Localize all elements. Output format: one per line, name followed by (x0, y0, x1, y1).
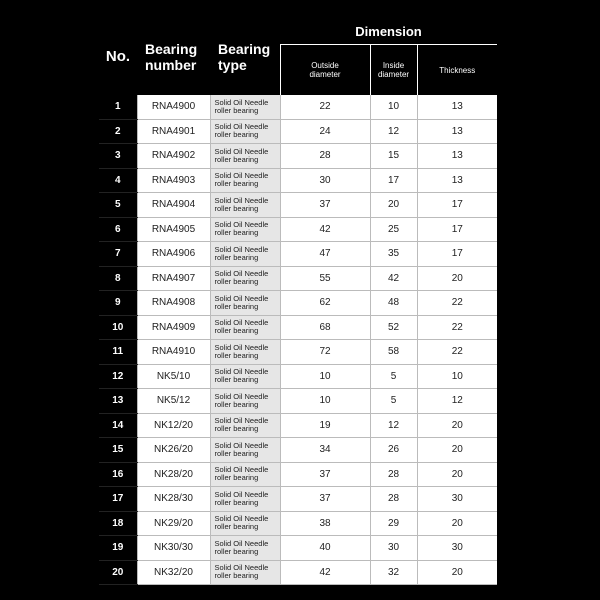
row-bearing-type-line: Solid Oil Needle (214, 146, 269, 156)
row-bearing-number: NK28/20 (137, 462, 210, 487)
row-outside-diameter: 38 (280, 511, 370, 536)
row-bearing-type-line: roller bearing (214, 473, 259, 483)
row-bearing-type-line: roller bearing (214, 277, 259, 287)
table-row (99, 242, 497, 267)
row-bearing-type-line: Solid Oil Needle (214, 97, 269, 107)
row-thickness: 17 (417, 217, 497, 242)
table-row (99, 217, 497, 242)
row-no: 8 (99, 266, 137, 291)
row-bearing-type-line: roller bearing (214, 571, 259, 581)
row-bearing-type (210, 315, 280, 340)
row-inside-diameter: 58 (370, 340, 417, 365)
row-bearing-number: RNA4901 (137, 119, 210, 144)
row-no: 12 (99, 364, 137, 389)
row-outside-diameter: 24 (280, 119, 370, 144)
row-bearing-type (210, 487, 280, 512)
row-bearing-number: RNA4908 (137, 291, 210, 316)
row-inside-diameter: 5 (370, 364, 417, 389)
row-bearing-type-line: roller bearing (214, 130, 259, 140)
row-inside-diameter: 12 (370, 413, 417, 438)
row-thickness: 30 (417, 487, 497, 512)
row-no: 10 (99, 315, 137, 340)
row-bearing-number: RNA4902 (137, 144, 210, 169)
row-inside-diameter: 52 (370, 315, 417, 340)
row-bearing-number: RNA4907 (137, 266, 210, 291)
row-thickness: 13 (417, 144, 497, 169)
row-bearing-type (210, 168, 280, 193)
row-bearing-number: RNA4910 (137, 340, 210, 365)
row-bearing-type (210, 266, 280, 291)
row-no: 15 (99, 438, 137, 463)
row-bearing-type-line: roller bearing (214, 350, 259, 360)
row-bearing-type (210, 144, 280, 169)
row-bearing-type-line: Solid Oil Needle (214, 220, 269, 230)
table-body (99, 95, 497, 585)
row-no: 18 (99, 511, 137, 536)
row-bearing-type-line: roller bearing (214, 399, 259, 409)
row-outside-diameter: 37 (280, 193, 370, 218)
row-outside-diameter: 28 (280, 144, 370, 169)
row-no: 16 (99, 462, 137, 487)
row-no: 14 (99, 413, 137, 438)
row-bearing-type-line: Solid Oil Needle (214, 318, 269, 328)
row-bearing-number: NK26/20 (137, 438, 210, 463)
row-bearing-type-line: roller bearing (214, 375, 259, 385)
table-row (99, 364, 497, 389)
table-row (99, 487, 497, 512)
row-thickness: 13 (417, 119, 497, 144)
table-row (99, 536, 497, 561)
header-dimension: Dimension (280, 18, 497, 45)
row-bearing-type-line: roller bearing (214, 424, 259, 434)
row-outside-diameter: 42 (280, 560, 370, 585)
header-inside-diameter (370, 45, 417, 96)
row-bearing-type-line: Solid Oil Needle (214, 269, 269, 279)
row-bearing-type (210, 340, 280, 365)
row-bearing-type-line: roller bearing (214, 154, 259, 164)
table-row (99, 119, 497, 144)
row-thickness: 20 (417, 438, 497, 463)
header-outside-diameter (280, 45, 370, 96)
row-bearing-number: NK30/30 (137, 536, 210, 561)
header-outside-line2: diameter (309, 70, 341, 79)
row-bearing-type-line: Solid Oil Needle (214, 514, 269, 524)
table-row (99, 462, 497, 487)
header-bearing-type (210, 18, 280, 95)
row-bearing-number: RNA4900 (137, 95, 210, 119)
row-no: 19 (99, 536, 137, 561)
row-bearing-type (210, 291, 280, 316)
row-bearing-number: NK5/12 (137, 389, 210, 414)
table-row (99, 438, 497, 463)
row-bearing-type-line: roller bearing (214, 546, 259, 556)
header-inside-line2: diameter (377, 70, 410, 79)
row-bearing-type-line: Solid Oil Needle (214, 538, 269, 548)
row-bearing-type (210, 193, 280, 218)
row-no: 2 (99, 119, 137, 144)
row-outside-diameter: 10 (280, 389, 370, 414)
row-inside-diameter: 12 (370, 119, 417, 144)
header-bearing-number-line2: number (145, 56, 197, 73)
row-no: 11 (99, 340, 137, 365)
row-bearing-type-line: roller bearing (214, 301, 259, 311)
row-no: 7 (99, 242, 137, 267)
row-thickness: 22 (417, 340, 497, 365)
row-bearing-type-line: Solid Oil Needle (214, 293, 269, 303)
row-bearing-type (210, 364, 280, 389)
header-bearing-type-line1: Bearing (218, 40, 271, 57)
row-outside-diameter: 34 (280, 438, 370, 463)
row-bearing-type-line: Solid Oil Needle (214, 563, 269, 573)
row-bearing-number: NK28/30 (137, 487, 210, 512)
header-inside-line1: Inside (382, 61, 405, 70)
row-bearing-type (210, 217, 280, 242)
row-inside-diameter: 29 (370, 511, 417, 536)
header-bearing-number-line1: Bearing (145, 40, 198, 57)
row-bearing-type-line: roller bearing (214, 179, 259, 189)
row-outside-diameter: 37 (280, 487, 370, 512)
row-outside-diameter: 40 (280, 536, 370, 561)
bearing-table (99, 18, 497, 585)
row-inside-diameter: 5 (370, 389, 417, 414)
row-outside-diameter: 22 (280, 95, 370, 119)
row-bearing-type-line: roller bearing (214, 448, 259, 458)
row-thickness: 10 (417, 364, 497, 389)
row-bearing-type-line: Solid Oil Needle (214, 489, 269, 499)
row-bearing-type-line: Solid Oil Needle (214, 391, 269, 401)
row-outside-diameter: 72 (280, 340, 370, 365)
row-thickness: 20 (417, 413, 497, 438)
row-outside-diameter: 62 (280, 291, 370, 316)
row-thickness: 13 (417, 168, 497, 193)
row-inside-diameter: 28 (370, 462, 417, 487)
row-no: 13 (99, 389, 137, 414)
bearing-table-sheet (99, 18, 497, 581)
row-thickness: 20 (417, 511, 497, 536)
row-bearing-type (210, 536, 280, 561)
row-outside-diameter: 47 (280, 242, 370, 267)
table-row (99, 168, 497, 193)
row-outside-diameter: 55 (280, 266, 370, 291)
row-bearing-type (210, 560, 280, 585)
row-bearing-number: RNA4906 (137, 242, 210, 267)
row-bearing-type-line: roller bearing (214, 497, 259, 507)
row-bearing-type-line: Solid Oil Needle (214, 440, 269, 450)
row-inside-diameter: 30 (370, 536, 417, 561)
row-bearing-type (210, 438, 280, 463)
row-bearing-number: NK29/20 (137, 511, 210, 536)
row-thickness: 17 (417, 193, 497, 218)
row-bearing-type (210, 462, 280, 487)
row-outside-diameter: 30 (280, 168, 370, 193)
row-no: 4 (99, 168, 137, 193)
row-bearing-type-line: roller bearing (214, 203, 259, 213)
row-bearing-type-line: roller bearing (214, 252, 259, 262)
row-inside-diameter: 25 (370, 217, 417, 242)
row-bearing-type (210, 511, 280, 536)
row-bearing-type-line: Solid Oil Needle (214, 195, 269, 205)
row-outside-diameter: 42 (280, 217, 370, 242)
row-bearing-type-line: roller bearing (214, 326, 259, 336)
table-row (99, 511, 497, 536)
row-thickness: 20 (417, 560, 497, 585)
row-outside-diameter: 10 (280, 364, 370, 389)
row-bearing-number: RNA4905 (137, 217, 210, 242)
table-row (99, 266, 497, 291)
table-row (99, 144, 497, 169)
row-no: 17 (99, 487, 137, 512)
header-thickness: Thickness (417, 45, 497, 96)
row-bearing-type-line: roller bearing (214, 228, 259, 238)
row-bearing-number: RNA4909 (137, 315, 210, 340)
row-outside-diameter: 19 (280, 413, 370, 438)
header-no: No. (99, 18, 137, 95)
row-bearing-type (210, 95, 280, 119)
row-bearing-type-line: roller bearing (214, 105, 259, 115)
row-inside-diameter: 42 (370, 266, 417, 291)
row-bearing-type-line: Solid Oil Needle (214, 367, 269, 377)
table-row (99, 389, 497, 414)
row-bearing-type-line: Solid Oil Needle (214, 171, 269, 181)
row-no: 1 (99, 95, 137, 119)
row-bearing-number: NK32/20 (137, 560, 210, 585)
row-no: 6 (99, 217, 137, 242)
row-inside-diameter: 28 (370, 487, 417, 512)
row-thickness: 20 (417, 462, 497, 487)
row-inside-diameter: 10 (370, 95, 417, 119)
row-bearing-type-line: Solid Oil Needle (214, 416, 269, 426)
table-row (99, 413, 497, 438)
row-bearing-type-line: Solid Oil Needle (214, 244, 269, 254)
row-bearing-type (210, 413, 280, 438)
row-bearing-type-line: Solid Oil Needle (214, 342, 269, 352)
row-thickness: 13 (417, 95, 497, 119)
row-inside-diameter: 20 (370, 193, 417, 218)
row-no: 20 (99, 560, 137, 585)
row-inside-diameter: 15 (370, 144, 417, 169)
row-bearing-number: NK12/20 (137, 413, 210, 438)
row-bearing-type-line: roller bearing (214, 522, 259, 532)
row-inside-diameter: 17 (370, 168, 417, 193)
row-bearing-type (210, 119, 280, 144)
row-bearing-number: RNA4904 (137, 193, 210, 218)
row-thickness: 22 (417, 315, 497, 340)
table-row (99, 291, 497, 316)
row-bearing-type (210, 389, 280, 414)
header-bearing-number (137, 18, 210, 95)
row-bearing-type-line: Solid Oil Needle (214, 122, 269, 132)
table-row (99, 315, 497, 340)
row-thickness: 12 (417, 389, 497, 414)
row-inside-diameter: 26 (370, 438, 417, 463)
row-thickness: 22 (417, 291, 497, 316)
row-bearing-number: RNA4903 (137, 168, 210, 193)
row-inside-diameter: 48 (370, 291, 417, 316)
row-no: 3 (99, 144, 137, 169)
row-inside-diameter: 32 (370, 560, 417, 585)
row-thickness: 20 (417, 266, 497, 291)
table-row (99, 340, 497, 365)
header-bearing-type-line2: type (218, 56, 247, 73)
row-outside-diameter: 37 (280, 462, 370, 487)
header-outside-line1: Outside (311, 61, 339, 70)
row-outside-diameter: 68 (280, 315, 370, 340)
table-row (99, 560, 497, 585)
row-no: 9 (99, 291, 137, 316)
row-no: 5 (99, 193, 137, 218)
row-inside-diameter: 35 (370, 242, 417, 267)
row-thickness: 17 (417, 242, 497, 267)
row-bearing-type-line: Solid Oil Needle (214, 465, 269, 475)
table-row (99, 193, 497, 218)
row-thickness: 30 (417, 536, 497, 561)
row-bearing-number: NK5/10 (137, 364, 210, 389)
table-row (99, 95, 497, 119)
row-bearing-type (210, 242, 280, 267)
